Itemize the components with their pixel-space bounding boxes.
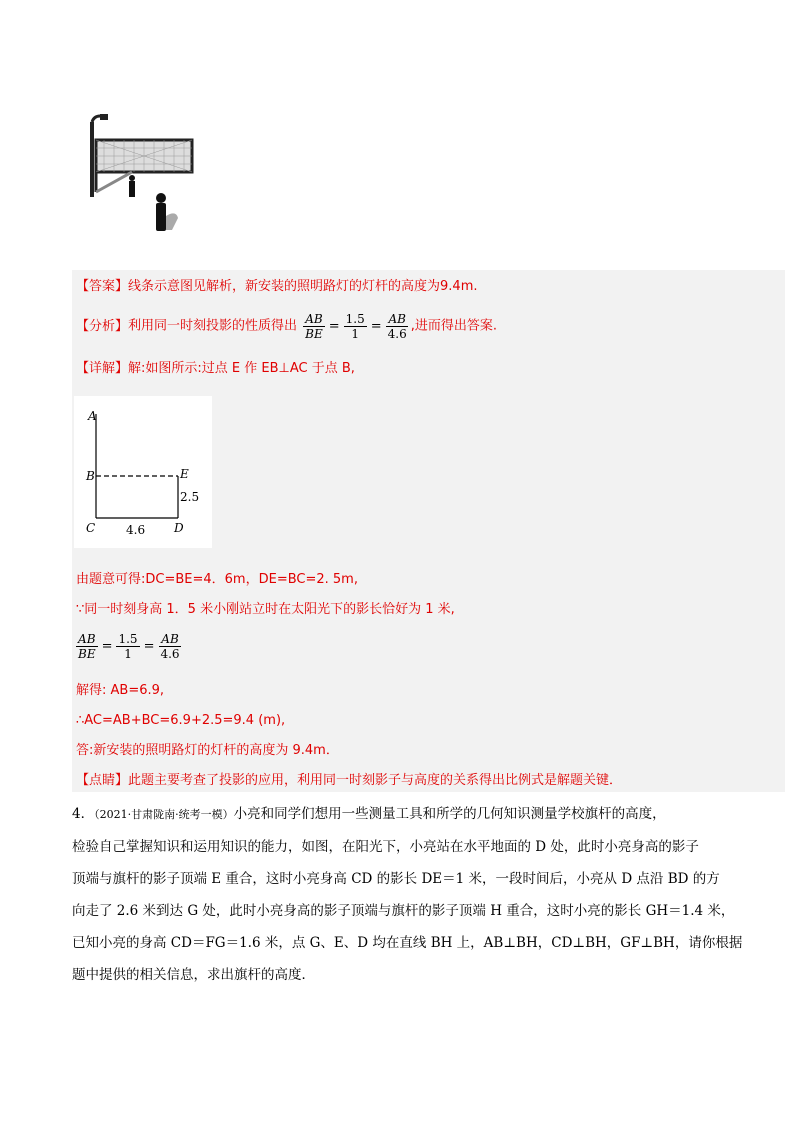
length-cd: 4.6: [126, 523, 146, 537]
detail-bracket: 【详解】: [76, 361, 129, 376]
eq-fraction-ab-be: $\frac{AB}{BE}$: [78, 632, 96, 661]
analysis-suffix: ,进而得出答案.: [410, 318, 498, 334]
problem-number: 4．: [72, 806, 95, 822]
problem-row-3: 顶端与旗杆的影子顶端 E 重合，这时小亮身高 CD 的影长 DE＝1 米，一段时间后，小亮从 D 点沿 BD 的方: [72, 871, 720, 887]
diagram-svg: [74, 396, 212, 548]
problem-text-1: 小亮和同学们想用一些测量工具和所学的几何知识测量学校旗杆的高度，: [233, 806, 666, 822]
label-b: B: [86, 469, 95, 483]
answer-bracket: 【答案】: [76, 279, 129, 294]
label-d: D: [174, 521, 184, 535]
given-line: 由题意可得:DC=BE=4．6m，DE=BC=2. 5m,: [76, 572, 358, 587]
fraction-1-5-over-1: $\frac{1.5}{1}$: [345, 312, 365, 341]
label-e: E: [180, 467, 189, 481]
length-de: 2.5: [180, 490, 200, 504]
answer-text: 线条示意图见解析，新安装的照明路灯的灯杆的高度为9.4m.: [128, 279, 478, 294]
final-answer-line: 答:新安装的照明路灯的灯杆的高度为 9.4m．: [76, 743, 339, 758]
equation-line: $\frac{AB}{BE}$ = $\frac{1.5}{1}$ = $\frac{AB}{4.6}$: [78, 632, 180, 661]
because-line: ∵同一时刻身高 1．5 米小刚站立时在太阳光下的影长恰好为 1 米,: [76, 602, 455, 617]
problem-row-2: 检验自己掌握知识和运用知识的能力，如图，在阳光下，小亮站在水平地面的 D 处，此时小亮身高的影子: [72, 839, 699, 855]
problem-4: [72, 798, 788, 991]
street-lamp-illustration: [84, 112, 194, 242]
answer-line: [76, 278, 478, 296]
large-person: [156, 193, 178, 231]
analysis-line: 【分析】利用同一时刻投影的性质得出 $\frac{AB}{BE}$ = $\frac{1.5}{1}$ = $\frac{AB}{4.6}$ ,进而得出答案.: [76, 312, 498, 341]
problem-row-6: 题中提供的相关信息，求出旗杆的高度．: [72, 967, 315, 983]
detail-line: [76, 360, 355, 378]
problem-row-1: [72, 798, 788, 831]
fraction-ab-4-6: $\frac{AB}{4.6}$: [387, 312, 407, 341]
fraction-ab-be: $\frac{AB}{BE}$: [305, 312, 323, 341]
detail-text: 解:如图所示:过点 E 作 EB⊥AC 于点 B,: [128, 361, 355, 376]
comment-bracket: 【点睛】: [76, 773, 129, 788]
eq-fraction-ab-4-6: $\frac{AB}{4.6}$: [160, 632, 180, 661]
solve-line: 解得: AB=6.9,: [76, 683, 165, 698]
shadow-lines: [96, 172, 132, 192]
analysis-bracket: 【分析】: [76, 319, 129, 334]
comment-text: 此题主要考查了投影的应用，利用同一时刻影子与高度的关系得出比例式是解题关键．: [128, 773, 623, 788]
problem-row-5: 已知小亮的身高 CD＝FG＝1.6 米，点 G、E、D 均在直线 BH 上，AB⊥BH，CD⊥BH，GF⊥BH，请你根据: [72, 935, 743, 951]
problem-source: （2021·甘肃陇南·统考一模）: [94, 808, 234, 821]
analysis-prefix: 利用同一时刻投影的性质得出: [128, 318, 298, 334]
problem-row-4: 向走了 2.6 米到达 G 处，此时小亮身高的影子顶端与旗杆的影子顶端 H 重合，这时小亮的影长 GH＝1.4 米，: [72, 903, 735, 919]
eq-fraction-1-5-over-1: $\frac{1.5}{1}$: [118, 632, 138, 661]
geometry-diagram: [74, 396, 212, 548]
label-a: A: [88, 409, 97, 423]
comment-line: [76, 772, 622, 790]
small-person: [129, 175, 135, 197]
label-c: C: [86, 521, 96, 535]
therefore-line: ∴AC=AB+BC=6.9+2.5=9.4 (m),: [76, 713, 286, 728]
